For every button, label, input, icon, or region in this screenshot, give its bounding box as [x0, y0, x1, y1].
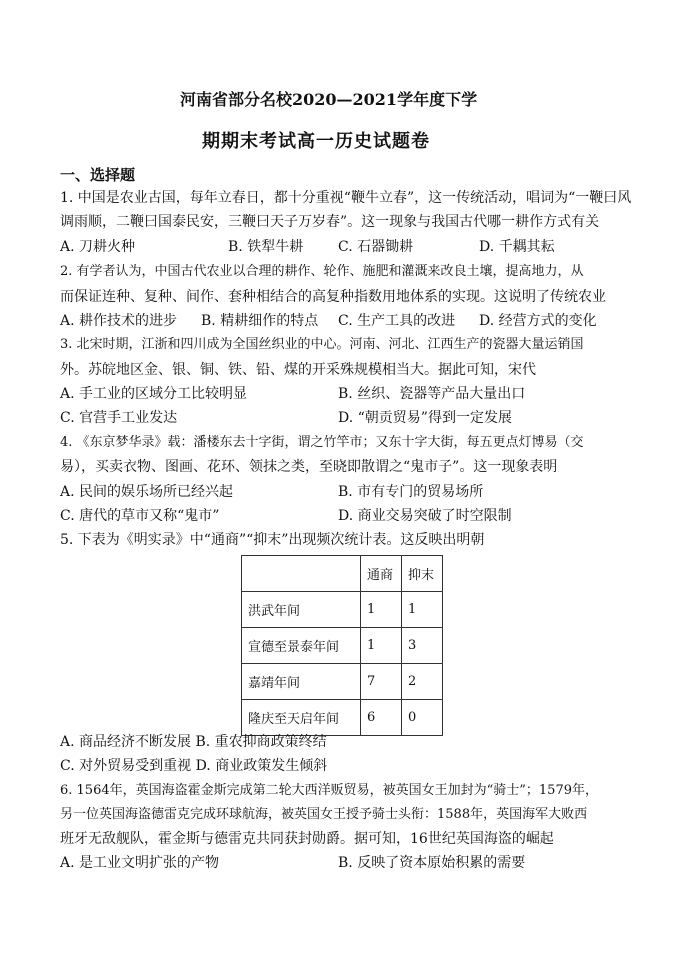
- question-3-line-1: 3. 北宋时期，江浙和四川成为全国丝织业的中心。河南、河北、江西生产的瓷器大量运销国: [60, 337, 584, 352]
- question-5-options-ab: A. 商品经济不断发展 B. 重农抑商政策终结: [60, 734, 327, 750]
- table-cell: 1: [402, 592, 443, 628]
- question-4-line-2: 易），买卖衣物、图画、花环、领抹之类，至晓即散谓之“鬼市子”。这一现象表明: [60, 459, 558, 475]
- question-4-option-d: D. 商业交易突破了时空限制: [338, 508, 512, 524]
- table-header-row: [242, 556, 443, 592]
- question-1-line-2: 调雨顺，二鞭曰国泰民安，三鞭曰天子万岁春”。这一现象与我国古代哪一耕作方式有关: [60, 214, 600, 230]
- question-5-line-1: 5. 下表为《明实录》中“通商”“抑末”出现频次统计表。这反映出明朝: [60, 532, 485, 548]
- table-cell: 1: [361, 628, 402, 664]
- section-title: 一、选择题: [60, 166, 136, 184]
- exam-title-line1: 河南省部分名校2020—2021学年度下学: [180, 90, 478, 109]
- question-6-line-2: 另一位英国海盗德雷克完成环球航海，被英国女王授予骑士头衔：1588年，英国海军大败西: [60, 807, 588, 822]
- table-cell: 0: [402, 700, 443, 736]
- question-1-option-c: C. 石器锄耕: [338, 239, 414, 255]
- table-cell: 宣德至景泰年间: [242, 628, 361, 664]
- question-1-option-d: D. 千耦其耘: [479, 239, 555, 255]
- table-cell: 洪武年间: [242, 592, 361, 628]
- question-3-option-a: A. 手工业的区域分工比较明显: [60, 386, 248, 402]
- question-2-option-a: A. 耕作技术的进步: [60, 313, 178, 329]
- table-header-cell: [242, 556, 361, 592]
- question-6-option-b: B. 反映了资本原始积累的需要: [338, 855, 526, 871]
- table-row: [242, 592, 443, 628]
- question-2-line-1: 2. 有学者认为，中国古代农业以合理的耕作、轮作、施肥和灌溉来改良土壤，提高地力，从: [60, 264, 584, 279]
- question-4-option-a: A. 民间的娱乐场所已经兴起: [60, 484, 234, 500]
- question-3-line-2: 外。苏皖地区金、银、铜、铁、铅、煤的开采殊规模相当大。据此可知，宋代: [60, 362, 536, 378]
- question-3-option-b: B. 丝织、瓷器等产品大量出口: [338, 386, 526, 402]
- question-4-line-1: 4. 《东京梦华录》载：潘楼东去十字街，谓之竹竿市；又东十字大街，每五更点灯博易（交: [60, 435, 584, 450]
- question-6-line-3: 班牙无敌舰队，霍金斯与德雷克共同获封勋爵。据可知，16世纪英国海盗的崛起: [60, 831, 554, 847]
- question-2-option-b: B. 精耕细作的特点: [201, 313, 319, 329]
- table-cell: 嘉靖年间: [242, 664, 361, 700]
- exam-title-line2: 期期末考试高一历史试题卷: [202, 131, 430, 152]
- table-cell: 2: [402, 664, 443, 700]
- question-2-option-d: D. 经营方式的变化: [479, 313, 597, 329]
- table-header-cell: 通商: [361, 556, 402, 592]
- question-5-options-cd: C. 对外贸易受到重视 D. 商业政策发生倾斜: [60, 758, 328, 774]
- table-cell: 7: [361, 664, 402, 700]
- frequency-table: [241, 555, 443, 736]
- table-cell: 隆庆至天启年间: [242, 700, 361, 736]
- table-row: [242, 700, 443, 736]
- table-row: [242, 664, 443, 700]
- question-4-option-c: C. 唐代的草市又称“鬼市”: [60, 508, 220, 524]
- question-1-line-1: 1. 中国是农业古国，每年立春日，都十分重视“鞭牛立春”，这一传统活动，唱词为“一鞭曰风: [60, 190, 632, 206]
- question-2-line-2: 而保证连种、复种、间作、套种相结合的高复种指数用地体系的实现。这说明了传统农业: [60, 289, 606, 305]
- table-row: [242, 628, 443, 664]
- table-header-cell: 抑末: [402, 556, 443, 592]
- question-6-line-1: 6. 1564年，英国海盗霍金斯完成第二轮大西洋贩贸易，被英国女王加封为“骑士”；1579年，: [60, 783, 598, 798]
- question-3-option-c: C. 官营手工业发达: [60, 410, 178, 426]
- question-1-option-a: A. 刀耕火种: [60, 239, 136, 255]
- table-cell: 1: [361, 592, 402, 628]
- table-cell: 3: [402, 628, 443, 664]
- question-3-option-d: D. “朝贡贸易”得到一定发展: [338, 410, 512, 426]
- question-4-option-b: B. 市有专门的贸易场所: [338, 484, 484, 500]
- question-6-option-a: A. 是工业文明扩张的产物: [60, 855, 220, 871]
- question-1-option-b: B. 铁犁牛耕: [228, 239, 304, 255]
- question-2-option-c: C. 生产工具的改进: [338, 313, 456, 329]
- table-cell: 6: [361, 700, 402, 736]
